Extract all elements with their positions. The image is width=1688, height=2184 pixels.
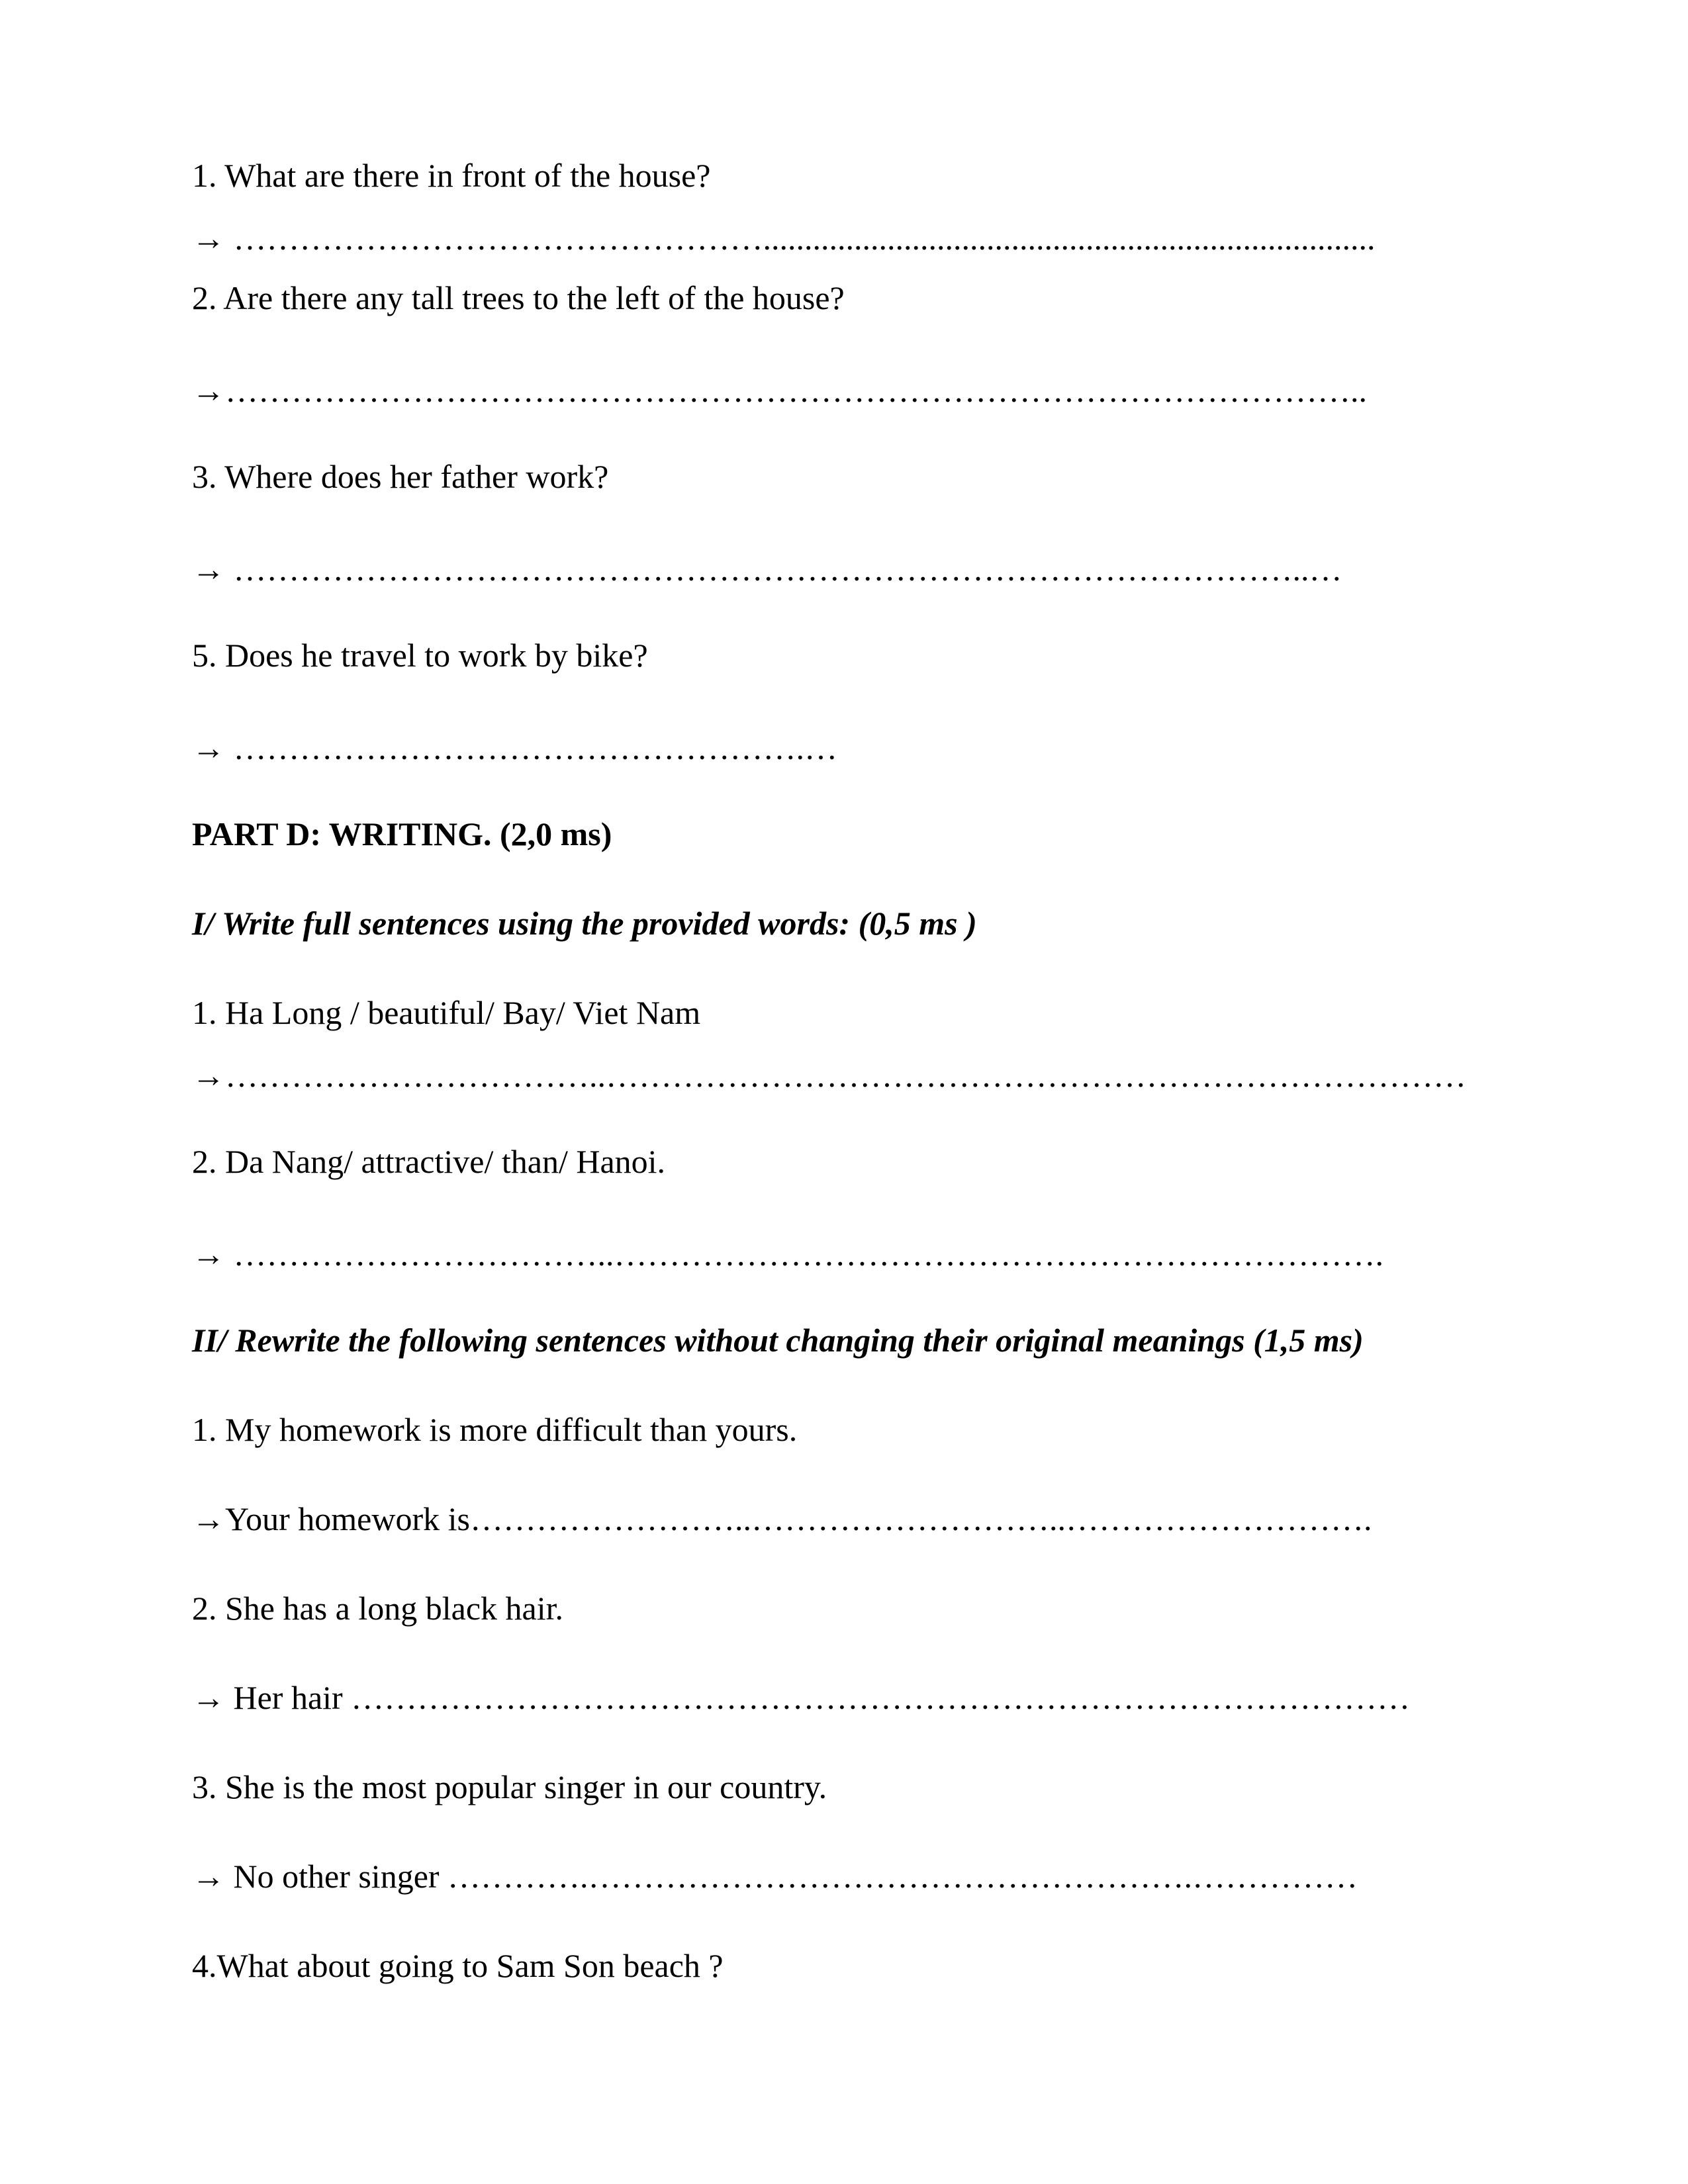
section-2-heading: [192, 1320, 1364, 1360]
question-5: 5. Does he travel to work by bike?: [192, 637, 648, 674]
section-1-item-1: 1. Ha Long / beautiful/ Bay/ Viet Nam: [192, 994, 701, 1031]
answer-line-3: → ……………………………………………………………………………………..…: [192, 551, 1342, 588]
section-2-item-1: 1. My homework is more difficult than yours.: [192, 1411, 798, 1448]
section-1-answer-1: →……………………………..……………………………………………………………………: [192, 1057, 1466, 1094]
question-2: 2. Are there any tall trees to the left of the house?: [192, 279, 845, 316]
answer-line-5: → …………………………………………….…: [192, 729, 837, 766]
section-2-item-2: 2. She has a long black hair.: [192, 1590, 563, 1627]
part-d-heading: PART D: WRITING. (2,0 ms): [192, 815, 612, 852]
section-2-answer-1: →Your homework is……………………..………………………..……………………….: [192, 1500, 1372, 1537]
section-1-answer-2: → ……………………………..…………………………………………………………….: [192, 1236, 1383, 1273]
question-3: 3. Where does her father work?: [192, 458, 609, 495]
section-1-heading: I/ Write full sentences using the provided words: (0,5 ms ): [192, 905, 977, 942]
section-2-answer-3: → No other singer ………….……………………………………………….……………: [192, 1858, 1358, 1895]
answer-line-1: → …………………………………………..........................................................................: [192, 220, 1376, 257]
section-1-item-2: 2. Da Nang/ attractive/ than/ Hanoi.: [192, 1143, 666, 1180]
section-2-heading-text: II/ Rewrite the following sentences without changing their original meanings: [192, 1322, 1254, 1359]
section-2-item-4: 4.What about going to Sam Son beach ?: [192, 1947, 724, 1984]
section-2-item-3: 3. She is the most popular singer in our country.: [192, 1768, 827, 1805]
section-2-answer-2: → Her hair ……………………………………………………………………………………: [192, 1679, 1411, 1716]
question-1: 1. What are there in front of the house?: [192, 157, 711, 194]
answer-line-2: →…………………………………………………………………………………………..: [192, 372, 1367, 409]
section-2-marks: (1,5 ms): [1253, 1322, 1364, 1359]
